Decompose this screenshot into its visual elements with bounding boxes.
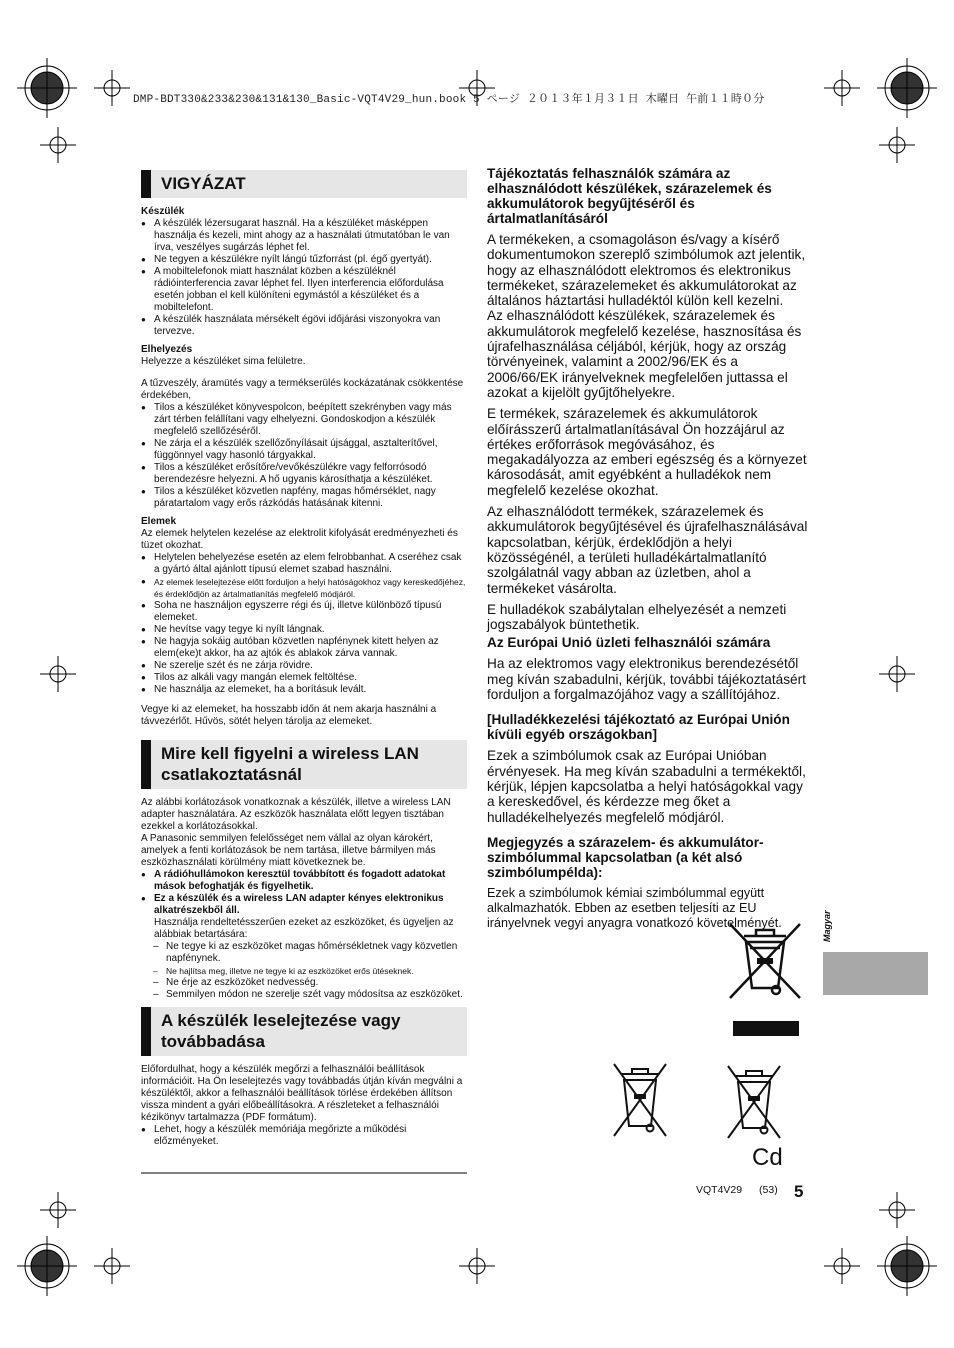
print-header: DMP-BDT330&233&230&131&130_Basic-VQT4V29_hun.book 5 ページ ２０１３年１月３１日 木曜日 午前１１時０分: [133, 94, 765, 106]
subheading-keszulek: Készülék: [141, 206, 185, 217]
list-item: ● A mobiltelefonok miatt használat közben a készüléknél rádióinterferencia zavar léphet fel. Ilyen interferencia előfordulása esetén jobban el kell különíteni egymástól a készüléket és a mobiltelefont.: [141, 266, 467, 314]
paragraph: Az alábbi korlátozások vonatkoznak a készülék, illetve a wireless LAN adapter használatára. Az eszközök használata előtt legyen tisztában ezekkel a korlátozásokkal.: [141, 797, 451, 832]
list-item: ● A készülék lézersugarat használ. Ha a készüléket másképpen használja és kezeli, mint ahogy az a használati útmutatóban le van írva, veszélyes sugárzás léphet fel.: [141, 218, 467, 254]
list-wlan: [141, 869, 467, 917]
list-item: ● Ne szerelje szét és ne zárja rövidre.: [141, 660, 467, 672]
side-language-label: Magyar: [822, 910, 832, 942]
list-item: ● Tilos a készüléket könyvespolcon, beépített szekrényben vagy más zárt térben felállítani vagy elhelyezni. Gondoskodjon a készülék megfelelő szellőzéséről.: [141, 402, 467, 438]
list-item: ● Lehet, hogy a készülék memóriája megőrizte a működési előzményeket.: [141, 1124, 467, 1148]
list-item: ● Helytelen behelyezése esetén az elem felrobbanhat. A cseréhez csak a gyártó által ajánlott típusú elemet szabad használni.: [141, 552, 467, 576]
paragraph: A Panasonic semmilyen felelősséget nem vállal az olyan károkért, amelyek a fenti korlátozások be nem tartása, illetve bármilyen más eszközhasználati körülmény miatt következnek be.: [141, 833, 436, 868]
list-item: ● Ne tegyen a készülékre nyílt lángú tűzforrást (pl. égő gyertyát).: [141, 254, 467, 266]
heading-non-eu: [Hulladékkezelési tájékoztató az Európai Unión kívüli egyéb országokban]: [487, 712, 790, 743]
list-item: ● Ne zárja el a készülék szellőzőnyílásait újsággal, asztalterítővel, függönnyel vagy hasonló tárgyakkal.: [141, 438, 467, 462]
subheading-elhelyezes: Elhelyezés: [141, 344, 193, 355]
list-wlan-dash: [141, 941, 467, 1001]
list-item: ● A készülék használata mérsékelt égövi időjárási viszonyokra van tervezve.: [141, 314, 467, 338]
paragraph: Ha az elektromos vagy elektronikus berendezésétől meg kíván szabadulni, kérjük, további tájékoztatásért forduljon a forgalmazójához vagy a szállítójához.: [487, 656, 806, 703]
list-tuz: [141, 402, 467, 510]
subheading-elemek: Elemek: [141, 516, 177, 527]
weee-bin-icon: [724, 920, 804, 1000]
list-leselejtezes: [141, 1124, 467, 1148]
paragraph: E termékek, szárazelemek és akkumulátorok előírásszerű ártalmatlanításával Ön hozzájárul az értékes erőforrások megóvásához, és megakadályozza az emberi egészség és a környezet károsodását, amit egyébként a hulladékok nem megfelelő kezelése okozhat.: [487, 406, 807, 498]
paragraph: Az elemek helytelen kezelése az elektrolit kifolyását eredményezheti és tüzet okozhat.: [141, 528, 458, 551]
list-item: ● Ne hagyja sokáig autóban közvetlen napfénynek kitett helyen az elem(eke)t akkor, ha az ajtók és ablakok zárva vannak.: [141, 636, 467, 660]
weee-bar: [733, 1021, 799, 1036]
list-item: – Ne hajlítsa meg, illetve ne tegye ki az eszközöket erős ütéseknek.: [141, 965, 467, 977]
paragraph: E hulladékok szabálytalan elhelyezését a nemzeti jogszabályok büntethetik.: [487, 601, 787, 633]
left-column: [141, 170, 467, 1154]
paragraph: Előfordulhat, hogy a készülék megőrzi a felhasználói beállítások információit. Ha Ön leselejtezés vagy továbbadás útján kíván megválni a készüléktől, akkor a felhasználói beállítások törlése érdekében állítson vissza mindent a gyári előbeállításokra. A részleteket a felhasználói kézikönyv tartalmazza (PDF formátum).: [141, 1064, 463, 1123]
list-item: ● Az elemek leselejtezése előtt forduljon a helyi hatóságokhoz vagy kereskedőjéhez, és érdeklődjön az ártalmatlanítás megfelelő módjáról.: [141, 576, 467, 600]
paragraph: Ezek a szimbólumok kémiai szimbólummal együtt alkalmazhatók. Ebben az esetben teljesíti az EU irányelvnek vegyi anyagra vonatkozó követelményét.: [487, 885, 782, 931]
paragraph: Vegye ki az elemeket, ha hosszabb időn át nem akarja használni a távvezérlőt. Hűvös, sötét helyen tárolja az elemeket.: [141, 704, 437, 727]
battery-bin-cd-icon: [726, 1062, 782, 1142]
list-item: ● Ez a készülék és a wireless LAN adapter kényes elektronikus alkatrészekből áll.: [141, 893, 467, 917]
side-tab: [823, 952, 928, 995]
paragraph: Az elhasználódott készülékek, szárazelemek és akkumulátorok megfelelő kezelése, hasznosítása és újrafelhasználása céljából, kérjük, hogy az ország törvényeinek, valamint a 2002/96/EK és a 2006/66/EK irányelveknek megfelelően juttassa el azokat a kijelölt gyűjtőhelyekre.: [487, 308, 802, 400]
battery-bin-icon: [612, 1060, 668, 1140]
list-keszulek: [141, 218, 467, 338]
paragraph: Használja rendeltetésszerűen ezeket az eszközöket, és ügyeljen az alábbiak betartására:: [154, 917, 454, 940]
list-elemek: [141, 552, 467, 696]
list-item: ● Tilos a készüléket közvetlen napfény, magas hőmérséklet, nagy páratartalom vagy erős rázkódás hatásának kitenni.: [141, 486, 467, 510]
list-item: – Ne tegye ki az eszközöket magas hőmérsékletnek vagy közvetlen napfénynek.: [141, 941, 467, 965]
doc-code: VQT4V29: [696, 1184, 743, 1196]
right-column: [487, 166, 809, 938]
heading-weee: Tájékoztatás felhasználók számára az elhasználódott készülékek, szárazelemek és akkumulátorok begyűjtéséről és ártalmatlanításáról: [487, 166, 772, 226]
list-item: ● Tilos a készüléket erősítőre/vevőkészülékre vagy felforrósodó berendezésre helyezni. A hő ugyanis károsíthatja a készüléket.: [141, 462, 467, 486]
list-item: ● Ne használja az elemeket, ha a borításuk levált.: [141, 684, 467, 696]
page-number: 5: [794, 1182, 804, 1201]
cd-label: Cd: [752, 1144, 783, 1171]
footer-code: [696, 1184, 778, 1196]
paragraph: A termékeken, a csomagoláson és/vagy a kísérő dokumentumokon szereplő szimbólumok azt jelentik, hogy az elhasználódott elektromos és elektronikus termékeket, szárazelemeket és akkumulátorokat az általános háztartási hulladéktól külön kell kezelni.: [487, 232, 806, 309]
list-item: ● Tilos az alkáli vagy mangán elemek feltöltése.: [141, 672, 467, 684]
heading-battery-symbol: Megjegyzés a szárazelem- és akkumulátor-szimbólummal kapcsolatban (a két alsó szimbólumpélda):: [487, 834, 764, 880]
list-item: ● Ne hevítse vagy tegye ki nyílt lángnak.: [141, 624, 467, 636]
section-title-vigyazat: VIGYÁZAT: [141, 170, 467, 198]
paragraph: A tűzveszély, áramütés vagy a termékserülés kockázatának csökkentése érdekében,: [141, 378, 464, 401]
section-title-leselejtezes: A készülék leselejtezése vagy továbbadása: [141, 1007, 467, 1056]
list-item: – Ne érje az eszközöket nedvesség.: [141, 977, 467, 989]
paragraph: Az elhasználódott termékek, szárazelemek és akkumulátorok begyűjtésével és újrafelhasználásával kapcsolatban, kérjük, érdeklődjön a helyi közösségénél, a területi hulladékártalmatlanító szolgálatnál vagy abban az üzletben, ahol a termékeket vásárolta.: [487, 504, 808, 596]
list-item: ● Soha ne használjon egyszerre régi és új, illetve különböző típusú elemeket.: [141, 600, 467, 624]
heading-eu-business: Az Európai Unió üzleti felhasználói számára: [487, 635, 771, 651]
list-item: ● A rádióhullámokon keresztül továbbított és fogadott adatokat mások befoghatják és figyelhetik.: [141, 869, 467, 893]
doc-subpage: (53): [759, 1184, 778, 1196]
paragraph: Ezek a szimbólumok csak az Európai Unióban érvényesek. Ha meg kíván szabadulni a termékektől, kérjük, lépjen kapcsolatba a helyi hatóságokkal vagy a kereskedővel, és kérdezze meg őket a hulladékelhelyezés megfelelő módjáról.: [487, 748, 806, 825]
section-title-wlan: Mire kell figyelni a wireless LAN csatlakoztatásnál: [141, 740, 467, 789]
paragraph: Helyezze a készüléket sima felületre.: [141, 356, 306, 367]
list-item: – Semmilyen módon ne szerelje szét vagy módosítsa az eszközöket.: [141, 989, 467, 1001]
